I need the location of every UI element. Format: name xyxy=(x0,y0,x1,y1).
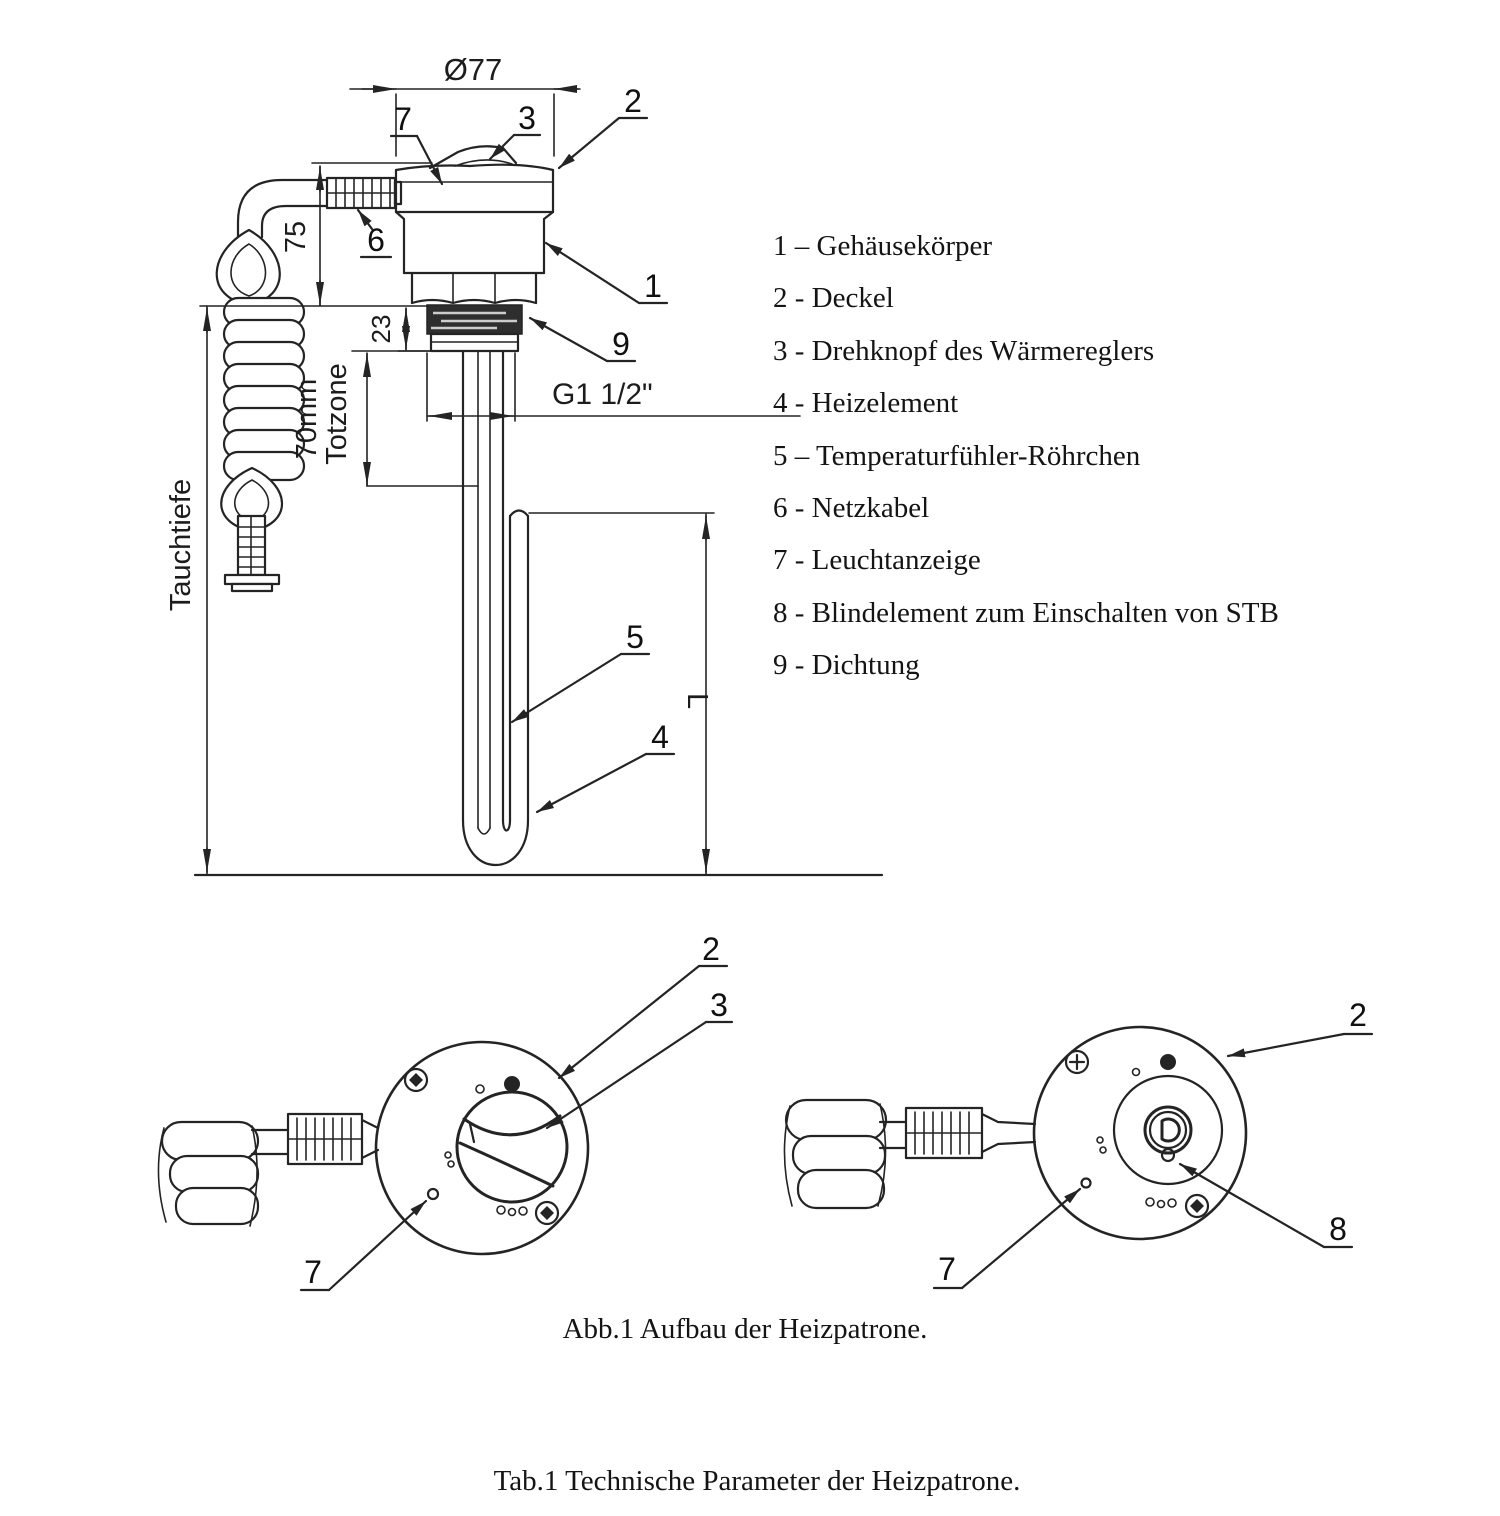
figure-caption: Abb.1 Aufbau der Heizpatrone. xyxy=(562,1313,928,1345)
dim-immersion-label: Tauchtiefe xyxy=(165,478,197,612)
thread-section xyxy=(427,305,522,351)
legend-item-5: 5 – Temperaturfühler-Röhrchen xyxy=(773,440,1141,472)
legend-item-1: 1 – Gehäusekörper xyxy=(773,230,993,262)
callout-2-left-view xyxy=(559,931,727,1078)
housing-body xyxy=(396,212,553,303)
dim-length-label: L xyxy=(681,692,713,710)
right-view-dot xyxy=(1146,1198,1154,1206)
legend-item-6: 6 - Netzkabel xyxy=(773,492,930,524)
dim-23-label: 23 xyxy=(366,314,396,344)
callout-8-right-view xyxy=(1180,1164,1352,1247)
callout-7-side-label: 7 xyxy=(394,101,412,137)
left-view-indicator-lamp xyxy=(428,1189,438,1199)
callout-9-side-label: 9 xyxy=(612,326,630,362)
right-view-small-dot xyxy=(1133,1069,1140,1076)
left-view-strain-relief xyxy=(288,1114,378,1164)
callout-7-right-view xyxy=(934,1189,1080,1288)
dim-75-label: 75 xyxy=(280,220,312,254)
callout-7-side xyxy=(391,101,442,184)
right-view-strain-relief xyxy=(906,1108,1035,1158)
callout-2-side-label: 2 xyxy=(624,83,642,119)
top-view-with-blind-element xyxy=(784,997,1372,1288)
right-view-dot xyxy=(1168,1199,1176,1207)
callout-2-right-view xyxy=(1228,997,1372,1056)
callout-9-side xyxy=(530,318,635,362)
right-view-indicator-lamp xyxy=(1082,1179,1091,1188)
right-view-screw-top xyxy=(1066,1051,1088,1073)
callout-3-left-view xyxy=(547,987,732,1128)
dim-dead-zone xyxy=(291,351,478,486)
dim-diameter-77 xyxy=(350,52,580,156)
callout-4-side xyxy=(537,719,674,812)
left-view-screw-top xyxy=(405,1069,427,1091)
right-view-setpoint-mark xyxy=(1160,1054,1176,1070)
right-view-marking xyxy=(1097,1137,1103,1143)
cord-plug xyxy=(225,516,279,591)
legend-item-2: 2 - Deckel xyxy=(773,282,894,314)
callout-5-side-label: 5 xyxy=(626,619,644,655)
left-view-setpoint-mark xyxy=(504,1076,520,1092)
legend-item-7: 7 - Leuchtanzeige xyxy=(773,544,981,576)
legend-item-9: 9 - Dichtung xyxy=(773,649,920,681)
cable-strain-relief xyxy=(327,178,401,208)
callout-6-side xyxy=(358,210,391,258)
legend-item-8: 8 - Blindelement zum Einschalten von STB xyxy=(773,597,1279,629)
legend-item-3: 3 - Drehknopf des Wärmereglers xyxy=(773,335,1155,367)
left-view-plug xyxy=(158,1122,258,1226)
left-view-dot xyxy=(497,1206,505,1214)
callout-7-left-view xyxy=(301,1201,426,1290)
callout-8-right-label: 8 xyxy=(1329,1211,1347,1247)
top-view-with-knob xyxy=(158,931,732,1290)
callout-3-side-label: 3 xyxy=(518,100,536,136)
right-view-marking xyxy=(1100,1147,1106,1153)
dim-thread-size xyxy=(427,353,800,421)
left-view-small-dot xyxy=(476,1085,484,1093)
right-view-screw-bottom xyxy=(1186,1195,1208,1217)
housing-cap xyxy=(396,146,553,212)
callout-7-right-label: 7 xyxy=(938,1251,956,1287)
callout-6-side-label: 6 xyxy=(367,222,385,258)
callout-5-side xyxy=(512,619,649,722)
callout-2-side xyxy=(559,83,647,168)
legend-item-4: 4 - Heizelement xyxy=(773,387,959,419)
callout-2-right-label: 2 xyxy=(1349,997,1367,1033)
right-view-recess-circle xyxy=(1114,1076,1222,1184)
legend xyxy=(773,230,1279,681)
callout-1-side xyxy=(546,243,667,304)
right-view-blind-element xyxy=(1145,1107,1191,1161)
right-view-dot xyxy=(1158,1201,1165,1208)
left-view-marking xyxy=(448,1161,454,1167)
callout-3-side xyxy=(490,100,540,159)
dim-deadzone-value: 70mm xyxy=(291,378,323,460)
callout-3-left-label: 3 xyxy=(710,987,728,1023)
dim-deadzone-word: Totzone xyxy=(321,363,353,465)
dim-diameter-label: Ø77 xyxy=(443,52,503,87)
callout-2-left-label: 2 xyxy=(702,931,720,967)
right-view-plug xyxy=(784,1100,886,1208)
left-view-dot xyxy=(519,1207,527,1215)
heating-tube xyxy=(463,351,528,865)
left-view-knob-grip xyxy=(460,1116,560,1186)
dim-thread-label: G1 1/2" xyxy=(552,378,653,411)
left-view-screw-bottom xyxy=(536,1202,558,1224)
callout-4-side-label: 4 xyxy=(651,719,669,755)
callout-1-side-label: 1 xyxy=(644,268,662,304)
left-view-marking xyxy=(445,1152,451,1158)
callout-7-left-label: 7 xyxy=(304,1254,322,1290)
table-caption: Tab.1 Technische Parameter der Heizpatrone. xyxy=(493,1465,1021,1497)
left-view-dot xyxy=(509,1209,516,1216)
